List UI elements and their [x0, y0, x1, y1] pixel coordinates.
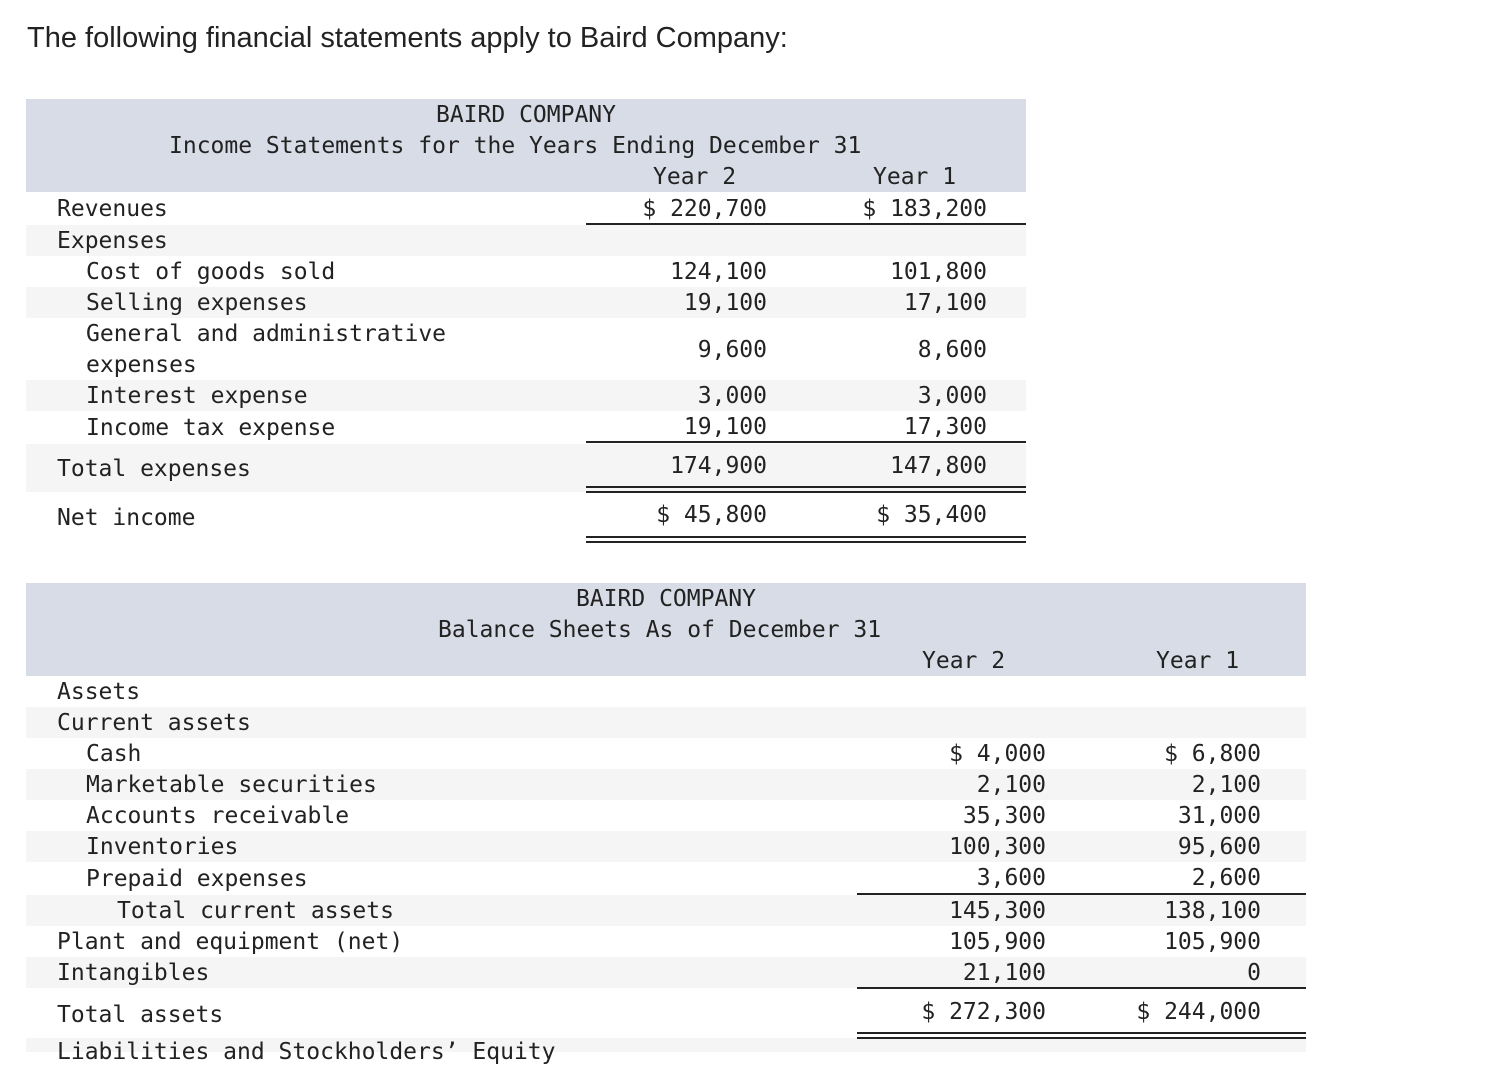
- balance-row-label: Inventories: [86, 834, 239, 860]
- balance-value-year1: 95,600: [1177, 834, 1261, 860]
- underline: [586, 223, 1026, 225]
- balance-value-year2: 100,300: [949, 834, 1046, 860]
- income-company-name: BAIRD COMPANY: [435, 102, 616, 128]
- balance-value-year2: 105,900: [949, 929, 1046, 955]
- income-value-year2: $ 45,800: [656, 502, 767, 528]
- balance-value-year1: $ 244,000: [1136, 999, 1261, 1025]
- income-value-year1: 3,000: [917, 383, 987, 409]
- balance-row-label: Marketable securities: [86, 772, 377, 798]
- balance-company-name: BAIRD COMPANY: [575, 586, 756, 612]
- underline: [586, 441, 1026, 443]
- income-title: Income Statements for the Years Ending December 31: [169, 133, 862, 159]
- income-row-label: Revenues: [57, 196, 168, 222]
- double-underline-bottom: [857, 1037, 1306, 1039]
- intro-text: The following financial statements apply to Baird Company:: [27, 22, 788, 54]
- underline: [857, 987, 1306, 989]
- balance-value-year1: $ 6,800: [1164, 741, 1261, 767]
- balance-value-year1: 2,600: [1191, 865, 1261, 891]
- balance-row-label: Prepaid expenses: [86, 866, 308, 892]
- income-row-label: Cost of goods sold: [86, 259, 336, 285]
- balance-row-label: Total current assets: [117, 898, 394, 924]
- balance-row-label: Total assets: [57, 1002, 224, 1028]
- row-band: [26, 225, 1026, 256]
- balance-value-year1: 138,100: [1164, 898, 1261, 924]
- income-value-year2: 124,100: [670, 259, 767, 285]
- income-value-year1: 101,800: [890, 259, 987, 285]
- balance-row-label: Plant and equipment (net): [57, 929, 404, 955]
- income-value-year1: $ 35,400: [876, 502, 987, 528]
- income-col-year1: Year 1: [873, 164, 957, 190]
- balance-row-label: Current assets: [57, 710, 251, 736]
- income-value-year2: 3,000: [697, 383, 767, 409]
- income-row-label: General and administrative: [86, 321, 447, 347]
- income-row-label: Income tax expense: [86, 415, 336, 441]
- balance-value-year2: 35,300: [962, 803, 1046, 829]
- balance-value-year1: 2,100: [1191, 772, 1261, 798]
- income-row-label: Expenses: [57, 228, 168, 254]
- balance-value-year1: 0: [1247, 960, 1261, 986]
- double-underline-top: [586, 536, 1026, 538]
- balance-col-year2: Year 2: [922, 648, 1006, 674]
- income-value-year2: 19,100: [683, 290, 767, 316]
- balance-value-year2: $ 272,300: [921, 999, 1046, 1025]
- income-row-label: Interest expense: [86, 383, 308, 409]
- income-value-year1: 8,600: [917, 337, 987, 363]
- balance-value-year1: 31,000: [1177, 803, 1261, 829]
- balance-col-year1: Year 1: [1156, 648, 1240, 674]
- income-row-label: Net income: [57, 505, 196, 531]
- balance-value-year2: 145,300: [949, 898, 1046, 924]
- income-value-year1: 147,800: [890, 453, 987, 479]
- balance-row-label: Accounts receivable: [86, 803, 350, 829]
- income-value-year2: $ 220,700: [642, 196, 767, 222]
- balance-value-year1: 105,900: [1164, 929, 1261, 955]
- income-value-year1: 17,100: [903, 290, 987, 316]
- balance-row-label: Cash: [86, 741, 142, 767]
- income-row-label: Selling expenses: [86, 290, 308, 316]
- balance-row-label: Intangibles: [57, 960, 210, 986]
- balance-row-label: Assets: [57, 679, 141, 705]
- balance-value-year2: 3,600: [976, 865, 1046, 891]
- double-underline-top: [586, 486, 1026, 488]
- balance-title: Balance Sheets As of December 31: [438, 617, 882, 643]
- income-value-year1: 17,300: [903, 414, 987, 440]
- income-col-year2: Year 2: [653, 164, 737, 190]
- underline: [857, 893, 1306, 895]
- income-row-label-cont: expenses: [86, 352, 197, 378]
- income-value-year1: $ 183,200: [862, 196, 987, 222]
- double-underline-top: [857, 1032, 1306, 1034]
- income-value-year2: 19,100: [683, 414, 767, 440]
- balance-row-label: Liabilities and Stockholders’ Equity: [57, 1039, 556, 1065]
- double-underline-bottom: [586, 541, 1026, 543]
- income-value-year2: 9,600: [697, 337, 767, 363]
- balance-value-year2: 2,100: [976, 772, 1046, 798]
- income-row-label: Total expenses: [57, 456, 251, 482]
- balance-value-year2: $ 4,000: [949, 741, 1046, 767]
- income-value-year2: 174,900: [670, 453, 767, 479]
- balance-value-year2: 21,100: [962, 960, 1046, 986]
- double-underline-bottom: [586, 491, 1026, 493]
